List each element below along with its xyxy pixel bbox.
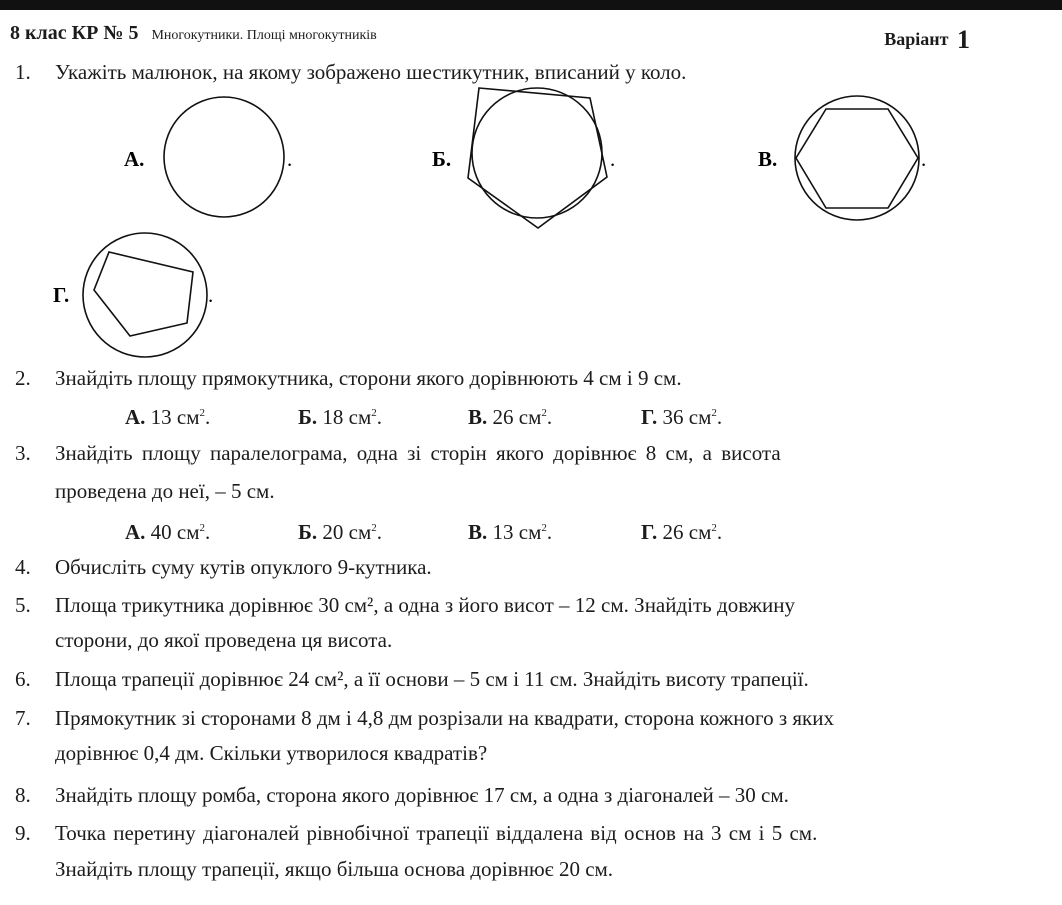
option-b	[298, 397, 382, 433]
variant-number: 1	[957, 25, 970, 54]
figure-c-circle	[795, 96, 919, 220]
question-6	[15, 663, 809, 695]
option-value: 20 см	[322, 520, 372, 544]
option-end: .	[716, 405, 723, 429]
question-text: Знайдіть площу ромба, сторона якого дорівнює 17 см, а одна з діагоналей – 30 см.	[55, 783, 789, 807]
question-number: 6.	[15, 667, 31, 691]
figure-a-circle	[164, 97, 284, 217]
question-text: Укажіть малюнок, на якому зображено шестикутник, вписаний у коло.	[55, 60, 687, 84]
question-3-options	[0, 512, 1062, 544]
question-7	[15, 702, 834, 734]
option-sup: 2	[371, 407, 377, 419]
question-text: Площа трапеції дорівнює 24 см², а її основи – 5 см і 11 см. Знайдіть висоту трапеції.	[55, 667, 809, 691]
topic-label: Многокутники. Площі многокутників	[151, 28, 377, 43]
option-label: В.	[468, 520, 488, 544]
option-value: 13 см	[492, 520, 542, 544]
question-text: Площа трикутника дорівнює 30 см², а одна з його висот – 12 см. Знайдіть довжину	[55, 593, 795, 617]
option-c	[468, 512, 552, 548]
question-5-cont: сторони, до якої проведена ця висота.	[55, 628, 393, 652]
question-5	[15, 589, 795, 621]
class-label: 8 клас КР № 5	[10, 22, 139, 44]
option-a	[125, 397, 210, 433]
figure-d	[53, 233, 213, 357]
option-sup: 2	[711, 407, 717, 419]
option-a	[125, 512, 210, 548]
option-end: .	[376, 405, 383, 429]
option-label: Б.	[298, 405, 318, 429]
figure-d-label: Г.	[53, 283, 70, 307]
figure-c-hexagon	[796, 109, 918, 208]
question-2	[15, 362, 682, 394]
option-value: 40 см	[150, 520, 200, 544]
question-7-cont: дорівнює 0,4 дм. Скільки утворилося квадратів?	[55, 741, 488, 765]
question-4	[15, 551, 432, 583]
option-sup: 2	[199, 407, 206, 419]
figure-d-pentagon	[94, 252, 193, 336]
figure-a-label: А.	[124, 147, 145, 171]
figure-d-circle	[83, 233, 207, 357]
question-number: 7.	[15, 706, 31, 730]
question-number: 4.	[15, 555, 31, 579]
question-text: Прямокутник зі сторонами 8 дм і 4,8 дм розрізали на квадрати, сторона кожного з яких	[55, 706, 834, 730]
option-value: 36 см	[662, 405, 712, 429]
option-value: 26 см	[492, 405, 542, 429]
question-text: Знайдіть площу паралелограма, одна зі сторін якого дорівнює 8 см, а висота	[55, 441, 781, 465]
option-sup: 2	[541, 522, 547, 534]
figure-c	[758, 96, 926, 220]
question-number: 5.	[15, 593, 31, 617]
option-end: .	[716, 520, 723, 544]
figure-a-dot: .	[287, 147, 293, 171]
option-d	[641, 512, 722, 548]
option-c	[468, 397, 552, 433]
option-end: .	[205, 405, 211, 429]
option-end: .	[376, 520, 383, 544]
figure-b-circle	[472, 88, 602, 218]
option-label: Б.	[298, 520, 318, 544]
option-sup: 2	[711, 522, 717, 534]
question-number: 1.	[15, 60, 31, 84]
question-number: 3.	[15, 441, 31, 465]
option-value: 26 см	[662, 520, 712, 544]
question-number: 2.	[15, 366, 31, 390]
option-label: Г.	[641, 405, 658, 429]
option-sup: 2	[541, 407, 547, 419]
question-9	[15, 817, 817, 849]
figure-b-label: Б.	[432, 147, 452, 171]
option-end: .	[546, 520, 553, 544]
question-number: 8.	[15, 783, 31, 807]
option-label: А.	[125, 520, 146, 544]
variant-label: Варіант	[884, 29, 949, 49]
question-2-options	[0, 397, 1062, 429]
question-3-cont: проведена до неї, – 5 см.	[55, 479, 275, 503]
option-sup: 2	[371, 522, 377, 534]
option-end: .	[205, 520, 211, 544]
figure-d-dot: .	[208, 283, 214, 307]
figure-a	[124, 97, 292, 217]
figure-c-dot: .	[921, 147, 927, 171]
figure-c-label: В.	[758, 147, 778, 171]
question-text: Знайдіть площу прямокутника, сторони якого дорівнюють 4 см і 9 см.	[55, 366, 682, 390]
option-b	[298, 512, 382, 548]
question-text: Точка перетину діагоналей рівнобічної трапеції віддалена від основ на 3 см і 5 см.	[55, 821, 818, 845]
figure-b-dot: .	[610, 147, 616, 171]
option-label: А.	[125, 405, 146, 429]
question-9-cont: Знайдіть площу трапеції, якщо більша основа дорівнює 20 см.	[55, 857, 614, 881]
option-d	[641, 397, 722, 433]
option-label: Г.	[641, 520, 658, 544]
option-value: 18 см	[322, 405, 372, 429]
question-text: Обчисліть суму кутів опуклого 9-кутника.	[55, 555, 432, 579]
option-label: В.	[468, 405, 488, 429]
option-sup: 2	[199, 522, 206, 534]
option-value: 13 см	[150, 405, 200, 429]
question-3	[15, 437, 781, 469]
question-number: 9.	[15, 821, 31, 845]
question-8	[15, 779, 789, 811]
figure-b	[432, 88, 615, 228]
option-end: .	[546, 405, 553, 429]
